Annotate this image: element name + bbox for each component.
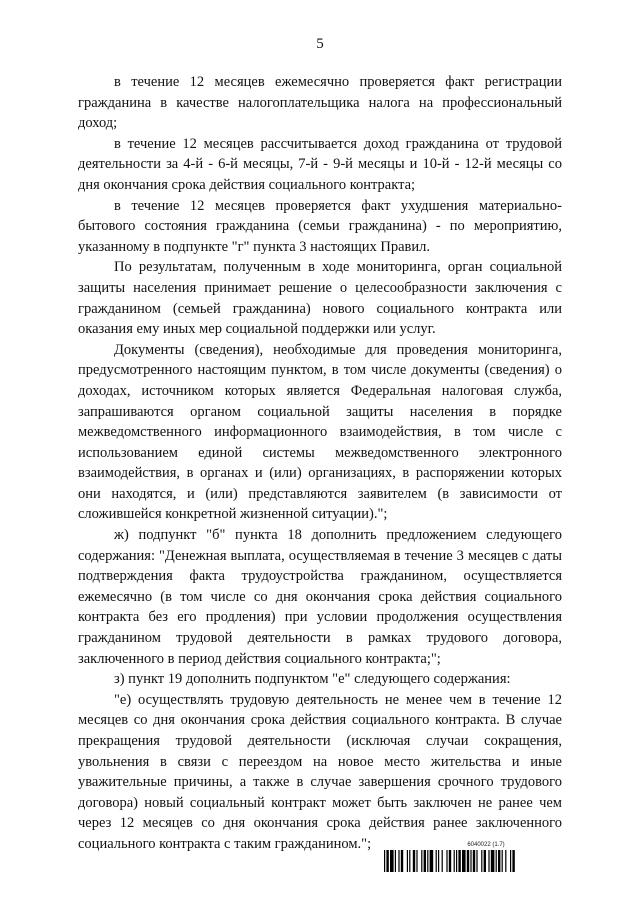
barcode-icon <box>384 850 567 872</box>
paragraph-subitem-zh: ж) подпункт "б" пункта 18 дополнить предложением следующего содержания: "Денежная выплата, осуществляемая в течение 3 месяцев с даты подтверждения факта трудоустройства гражданином, осуществляется ежемесячно (в том числе со дня окончания срока действия социального контракта без его продления) при условии продолжения осуществления гражданином трудовой деятельности в рамках трудового договора, заключенного в период действия социального контракта;"; <box>78 527 562 667</box>
paragraph-subitem-e: "е) осуществлять трудовую деятельность не менее чем в течение 12 месяцев со дня окончания срока действия социального контракта. В случае прекращения трудовой деятельности (исключая случаи сокращения, увольнения в связи с переездом на новое место жительства и иные уважительные причины, а также в случае завершения срочного трудового договора) новый социальный контракт может быть заключен не ранее чем через 12 месяцев со дня окончания срока действия ранее заключенного социального контракта с таким гражданином."; <box>78 691 562 852</box>
paragraph-condition-check: в течение 12 месяцев проверяется факт ухудшения материально-бытового состояния гражданина (семьи гражданина) - по мероприятию, указанному в подпункте "г" пункта 3 настоящих Правил. <box>78 197 562 255</box>
paragraph-income-calculation: в течение 12 месяцев рассчитывается доход гражданина от трудовой деятельности за 4-й - 6-й месяцы, 7-й - 9-й месяцы и 10-й - 12-й месяцы со дня окончания срока действия социального контракта; <box>78 135 562 193</box>
paragraph-subitem-z: з) пункт 19 дополнить подпунктом "е" следующего содержания: <box>114 671 511 688</box>
paragraph-registration-check: в течение 12 месяцев ежемесячно проверяется факт регистрации гражданина в качестве налогоплательщика налога на профессиональный доход; <box>78 74 562 132</box>
paragraph-documents: Документы (сведения), необходимые для проведения мониторинга, предусмотренного настоящим пунктом, в том числе документы (сведения) о доходах, источником которых является Федеральная налоговая служба, запрашиваются органом социальной защиты населения в порядке межведомственного информационного взаимодействия, в том числе с использованием единой системы межведомственного электронного взаимодействия, в органах и (или) организациях, в распоряжении которых они находятся, и (или) представляются заявителем (в зависимости от сложившейся конкретной жизненной ситуации)."; <box>78 341 562 523</box>
paragraph-monitoring-results: По результатам, полученным в ходе мониторинга, орган социальной защиты населения принимает решение о целесообразности заключения с гражданином (семьей гражданина) нового социального контракта или оказания ему иных мер социальной поддержки или услуг. <box>78 259 562 338</box>
page-number: 5 <box>316 36 324 52</box>
document-body <box>78 72 562 855</box>
document-code: 6040022 (1.7) <box>467 842 505 848</box>
